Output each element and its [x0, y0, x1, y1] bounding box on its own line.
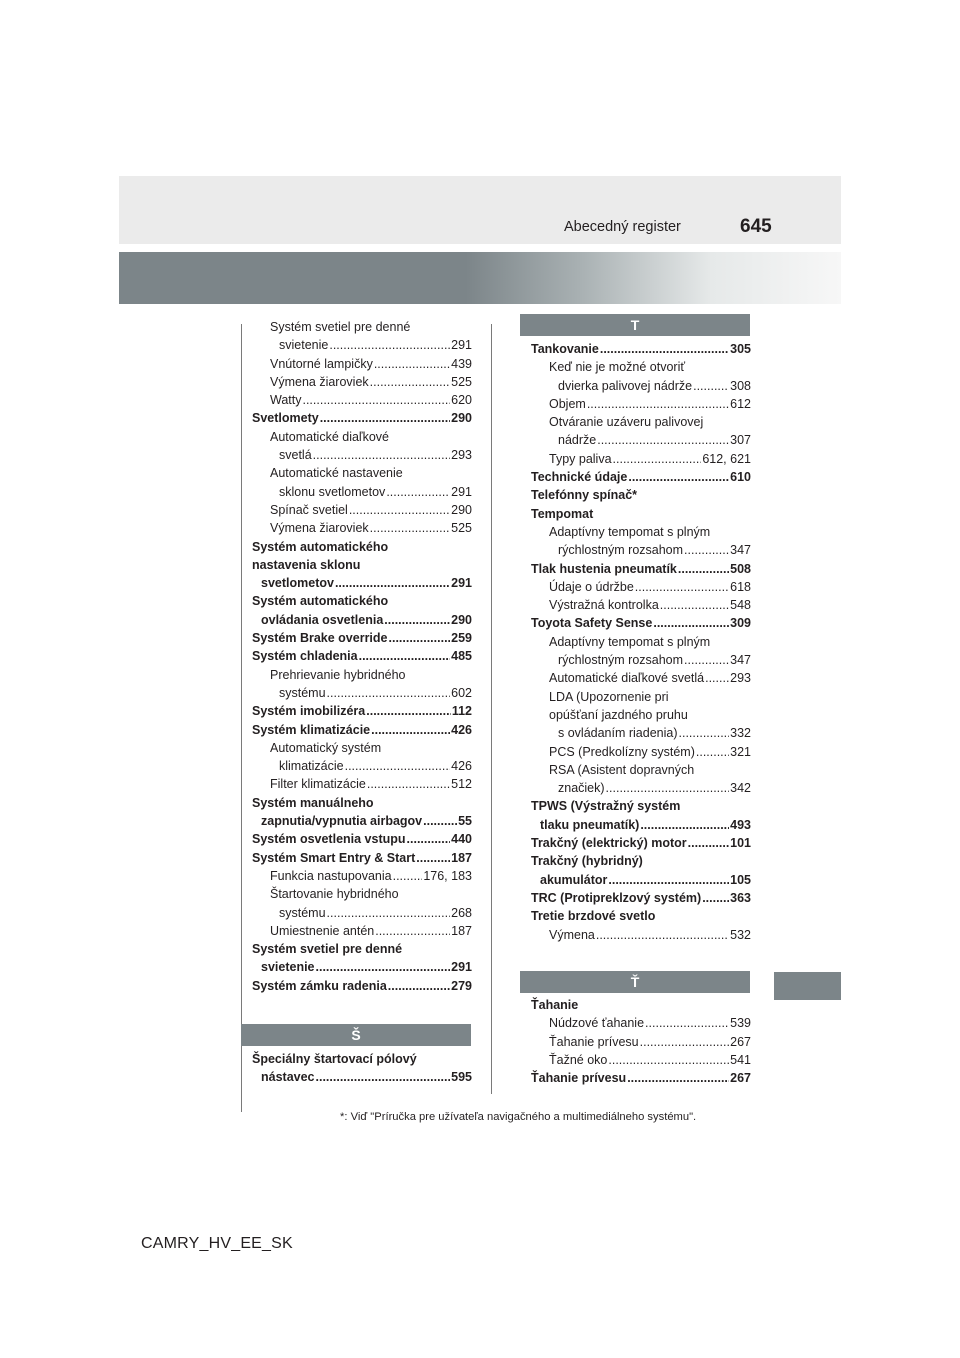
index-entry-page: 176, 183	[423, 868, 472, 883]
index-entry-term: sklonu svetlometov	[279, 484, 386, 499]
header-band	[119, 176, 841, 244]
index-entry	[252, 519, 472, 537]
dot-leader	[627, 1069, 729, 1087]
index-entry-term: Systém osvetlenia vstupu	[252, 832, 406, 847]
index-entry-page: 525	[451, 521, 472, 536]
index-entry-page: 618	[730, 579, 751, 594]
index-entry-term: Filter klimatizácie	[270, 777, 366, 792]
column-divider-middle	[491, 324, 492, 1094]
index-entry-term: svetlometov	[261, 576, 334, 591]
index-entry-term: nástavec	[261, 1070, 315, 1085]
index-entry-page: 291	[451, 338, 472, 353]
dot-leader	[613, 450, 702, 468]
index-entry	[531, 578, 751, 596]
index-entry-term: Výmena žiaroviek	[270, 521, 369, 536]
dot-leader	[608, 1051, 729, 1069]
index-entry-term: Adaptívny tempomat s plným	[549, 524, 711, 539]
index-entry-term: Núdzové ťahanie	[549, 1016, 645, 1031]
index-column-right-t	[531, 340, 751, 944]
dot-leader	[684, 651, 729, 669]
index-entry	[252, 849, 472, 867]
index-entry-page: 525	[451, 374, 472, 389]
index-entry-page: 347	[730, 653, 751, 668]
index-entry-page: 426	[451, 722, 472, 737]
index-entry-term: Štartovanie hybridného	[270, 887, 399, 902]
index-entry-page: 620	[451, 393, 472, 408]
index-entry-page: 259	[451, 631, 472, 646]
index-entry-page: 291	[451, 484, 472, 499]
index-entry-page: 187	[451, 850, 472, 865]
index-entry	[531, 468, 751, 486]
index-entry-term: ovládania osvetlenia	[261, 612, 384, 627]
index-column-left	[252, 318, 472, 995]
dot-leader	[628, 468, 729, 486]
index-entry	[252, 409, 472, 427]
index-entry-term: Adaptívny tempomat s plným	[549, 634, 711, 649]
dot-leader	[370, 373, 450, 391]
index-entry	[531, 852, 751, 889]
dot-leader	[388, 977, 450, 995]
index-entry-page: 307	[730, 433, 751, 448]
index-entry-term: Automatické diaľkové	[270, 429, 389, 444]
index-entry	[252, 355, 472, 373]
index-entry-term: Systém Smart Entry & Start	[252, 850, 416, 865]
dot-leader	[386, 483, 450, 501]
index-entry	[252, 538, 472, 593]
index-entry-page: 610	[730, 470, 751, 485]
index-entry-term: Ťažné oko	[549, 1052, 608, 1067]
index-entry-page: 541	[730, 1052, 751, 1067]
index-entry	[531, 1051, 751, 1069]
index-entry	[531, 395, 751, 413]
dot-leader	[359, 647, 451, 665]
index-entry-page: 439	[451, 356, 472, 371]
dot-leader	[587, 395, 729, 413]
index-entry-term: tlaku pneumatík)	[540, 817, 640, 832]
index-entry-term: Trakčný (hybridný)	[531, 854, 643, 869]
index-entry-term: nádrže	[558, 433, 597, 448]
index-entry-page: 612, 621	[702, 451, 751, 466]
dot-leader	[329, 336, 450, 354]
index-entry	[252, 373, 472, 391]
dot-leader	[316, 1068, 451, 1086]
dot-leader	[313, 446, 450, 464]
index-entry	[252, 428, 472, 465]
index-entry	[531, 340, 751, 358]
header-gradient-bar	[119, 252, 841, 304]
index-entry-term: Automatické nastavenie	[270, 466, 403, 481]
index-entry-term: Otváranie uzáveru palivovej	[549, 415, 704, 430]
index-entry	[252, 977, 472, 995]
dot-leader	[688, 834, 730, 852]
index-entry-term: Tankovanie	[531, 342, 599, 356]
index-entry	[531, 743, 751, 761]
index-entry-page: 112	[451, 704, 472, 719]
index-entry-term: Výmena žiaroviek	[270, 374, 369, 389]
index-entry-page: 347	[730, 543, 751, 558]
index-entry	[252, 940, 472, 977]
index-entry-term: Svetlomety	[252, 411, 319, 426]
index-entry-term: Technické údaje	[531, 470, 628, 485]
index-column-left-s	[252, 1050, 472, 1087]
index-entry-page: 290	[451, 411, 472, 426]
dot-leader	[640, 816, 729, 834]
index-entry	[252, 592, 472, 629]
index-entry	[252, 867, 472, 885]
index-entry-page: 291	[451, 960, 472, 975]
index-entry	[531, 486, 751, 504]
index-entry-term: Výstražná kontrolka	[549, 598, 659, 613]
dot-leader	[702, 889, 729, 907]
index-entry-term: rýchlostným rozsahom	[558, 543, 684, 558]
index-entry	[531, 669, 751, 687]
dot-leader	[407, 830, 451, 848]
index-entry	[252, 721, 472, 739]
index-entry-term: s ovládaním riadenia)	[558, 726, 678, 741]
index-entry	[531, 688, 751, 743]
index-entry-page: 268	[451, 905, 472, 920]
index-entry-term: Vnútorné lampičky	[270, 356, 373, 371]
dot-leader	[679, 724, 730, 742]
index-entry-term: svietenie	[261, 960, 315, 975]
index-entry-page: 187	[451, 923, 472, 938]
index-entry-page: 291	[451, 576, 472, 591]
index-entry-term: RSA (Asistent dopravných	[549, 762, 695, 777]
section-header-tcaron: Ť	[520, 971, 750, 993]
index-entry	[531, 907, 751, 925]
index-entry-term: Funkcia nastupovania	[270, 868, 392, 883]
index-entry-term: Systém zámku radenia	[252, 978, 387, 993]
index-entry	[531, 596, 751, 614]
index-entry	[252, 739, 472, 776]
index-entry-term: Systém Brake override	[252, 631, 388, 646]
index-entry-term: Trakčný (elektrický) motor	[531, 836, 687, 851]
index-entry-term: opúšťaní jazdného pruhu	[549, 707, 688, 722]
dot-leader	[693, 377, 729, 395]
section-header-scaron: Š	[241, 1024, 471, 1046]
index-entry-term: PCS (Predkolízny systém)	[549, 744, 695, 759]
dot-leader	[596, 926, 729, 944]
index-entry	[252, 501, 472, 519]
index-entry-page: 308	[730, 378, 751, 393]
index-entry-page: 548	[730, 598, 751, 613]
index-entry-term: Prehrievanie hybridného	[270, 667, 406, 682]
index-entry-term: dvierka palivovej nádrže	[558, 378, 693, 393]
dot-leader	[366, 702, 451, 720]
index-entry-page: 440	[451, 832, 472, 847]
index-entry	[531, 889, 751, 907]
footnote: *: Viď "Príručka pre užívateľa navigačného a multimediálneho systému".	[340, 1111, 697, 1123]
index-entry-term: značiek)	[558, 781, 605, 796]
index-entry-term: nastavenia sklonu	[252, 557, 361, 572]
index-entry-term: Systém klimatizácie	[252, 722, 371, 737]
index-entry-term: akumulátor	[540, 872, 608, 887]
index-entry-term: Systém svetiel pre denné	[252, 942, 403, 957]
dot-leader	[640, 1033, 730, 1051]
index-entry-page: 309	[730, 616, 751, 631]
index-entry-term: Umiestnenie antén	[270, 923, 375, 938]
index-entry-term: Automatický systém	[270, 740, 382, 755]
index-entry-term: Systém automatického	[252, 594, 389, 609]
index-entry-term: Tretie brzdové svetlo	[531, 909, 656, 924]
dot-leader	[335, 574, 450, 592]
dot-leader	[375, 922, 450, 940]
dot-leader	[597, 431, 729, 449]
index-entry-page: 267	[730, 1034, 751, 1049]
index-entry-term: svetlá	[279, 448, 312, 463]
dot-leader	[302, 391, 450, 409]
index-entry-page: 595	[451, 1070, 472, 1085]
index-entry-page: 485	[451, 649, 472, 664]
index-entry	[531, 1033, 751, 1051]
index-entry	[252, 666, 472, 703]
dot-leader	[635, 578, 729, 596]
dot-leader	[384, 611, 450, 629]
index-entry-term: Automatické diaľkové svetlá	[549, 671, 705, 686]
index-entry	[252, 794, 472, 831]
index-entry-page: 305	[730, 342, 751, 356]
dot-leader	[349, 501, 450, 519]
index-entry	[252, 391, 472, 409]
footer-model-code: CAMRY_HV_EE_SK	[141, 1235, 293, 1252]
index-column-right-tcaron	[531, 996, 751, 1087]
index-entry-page: 290	[451, 612, 472, 627]
index-entry-page: 332	[730, 726, 751, 741]
page-title: Abecedný register	[564, 219, 681, 235]
index-entry	[531, 614, 751, 632]
index-entry-term: Tempomat	[531, 506, 594, 521]
index-entry	[252, 629, 472, 647]
index-thumb-tab	[774, 972, 841, 1000]
index-entry	[531, 1069, 751, 1087]
index-entry-term: LDA (Upozornenie pri	[549, 689, 669, 704]
index-entry-page: 55	[458, 814, 472, 829]
index-entry	[531, 523, 751, 560]
dot-leader	[696, 743, 729, 761]
dot-leader	[345, 757, 451, 775]
index-entry-term: Výmena	[549, 927, 595, 942]
dot-leader	[370, 519, 450, 537]
index-entry	[252, 647, 472, 665]
dot-leader	[600, 340, 729, 358]
index-entry-term: klimatizácie	[279, 759, 344, 774]
index-entry	[252, 830, 472, 848]
index-entry-page: 290	[451, 502, 472, 517]
column-divider-left	[241, 324, 242, 1112]
index-entry-page: 342	[730, 781, 751, 796]
index-entry	[252, 922, 472, 940]
dot-leader	[374, 355, 450, 373]
index-entry	[252, 464, 472, 501]
index-entry-page: 612	[730, 396, 751, 411]
dot-leader	[367, 775, 450, 793]
index-entry-page: 532	[730, 927, 751, 942]
index-entry-term: Keď nie je možné otvoriť	[549, 360, 686, 375]
index-entry	[531, 761, 751, 798]
index-entry	[531, 560, 751, 578]
dot-leader	[327, 684, 451, 702]
dot-leader	[393, 867, 423, 885]
index-entry-term: zapnutia/vypnutia airbagov	[261, 814, 423, 829]
index-entry-page: 426	[451, 759, 472, 774]
index-entry-term: Tlak hustenia pneumatík	[531, 561, 677, 576]
index-entry-term: Ťahanie prívesu	[549, 1034, 639, 1049]
index-entry	[531, 358, 751, 395]
index-entry	[531, 1014, 751, 1032]
index-entry	[252, 885, 472, 922]
index-entry	[531, 413, 751, 450]
index-entry-term: svietenie	[279, 338, 329, 353]
index-entry-term: Systém manuálneho	[252, 795, 374, 810]
index-entry	[531, 926, 751, 944]
index-entry-page: 363	[730, 890, 751, 905]
index-entry-term: Špeciálny štartovací pólový	[252, 1052, 417, 1066]
index-entry-page: 101	[730, 836, 751, 851]
index-entry-page: 293	[730, 671, 751, 686]
page-number: 645	[740, 216, 772, 237]
index-entry-page: 602	[451, 685, 472, 700]
index-entry-term: Spínač svetiel	[270, 502, 348, 517]
index-entry-term: Objem	[549, 396, 586, 411]
dot-leader	[327, 904, 451, 922]
index-entry-page: 105	[730, 872, 751, 887]
dot-leader	[678, 560, 729, 578]
dot-leader	[316, 958, 451, 976]
index-entry-page: 321	[730, 744, 751, 759]
index-entry-term: systému	[279, 905, 326, 920]
index-entry-page: 512	[451, 777, 472, 792]
index-entry	[252, 702, 472, 720]
index-entry-page: 508	[730, 561, 751, 576]
index-entry-term: TPWS (Výstražný systém	[531, 799, 681, 814]
dot-leader	[606, 779, 730, 797]
index-entry-page: 539	[730, 1016, 751, 1031]
index-entry-term: rýchlostným rozsahom	[558, 653, 684, 668]
index-entry-page: 267	[730, 1071, 751, 1086]
index-entry-page: 279	[451, 978, 472, 993]
dot-leader	[389, 629, 451, 647]
dot-leader	[705, 669, 729, 687]
dot-leader	[608, 871, 729, 889]
dot-leader	[645, 1014, 729, 1032]
index-entry	[252, 775, 472, 793]
index-entry	[531, 834, 751, 852]
dot-leader	[653, 614, 729, 632]
index-entry	[252, 318, 472, 355]
index-entry	[531, 996, 751, 1014]
section-header-t: T	[520, 314, 750, 336]
index-entry-term: Telefónny spínač*	[531, 488, 638, 503]
dot-leader	[320, 409, 450, 427]
index-entry	[252, 1050, 472, 1087]
index-entry-term: Typy paliva	[549, 451, 612, 466]
index-entry	[531, 505, 751, 523]
index-entry-term: Ťahanie	[531, 998, 579, 1012]
index-entry-page: 493	[730, 817, 751, 832]
index-entry	[531, 797, 751, 834]
dot-leader	[423, 812, 457, 830]
index-entry-term: Watty	[270, 393, 302, 408]
index-entry-term: Toyota Safety Sense	[531, 616, 653, 631]
index-entry	[531, 633, 751, 670]
index-entry	[531, 450, 751, 468]
index-entry-term: Ťahanie prívesu	[531, 1071, 627, 1086]
index-entry-term: Systém svetiel pre denné	[270, 320, 411, 334]
index-entry-term: systému	[279, 685, 326, 700]
index-entry-term: Údaje o údržbe	[549, 579, 634, 594]
dot-leader	[371, 721, 450, 739]
index-entry-term: Systém automatického	[252, 539, 389, 554]
index-entry-term: TRC (Protipreklzový systém)	[531, 890, 702, 905]
index-entry-term: Systém chladenia	[252, 649, 358, 664]
index-entry-page: 293	[451, 448, 472, 463]
dot-leader	[416, 849, 450, 867]
index-entry-term: Systém imobilizéra	[252, 704, 366, 719]
dot-leader	[684, 541, 729, 559]
dot-leader	[660, 596, 729, 614]
